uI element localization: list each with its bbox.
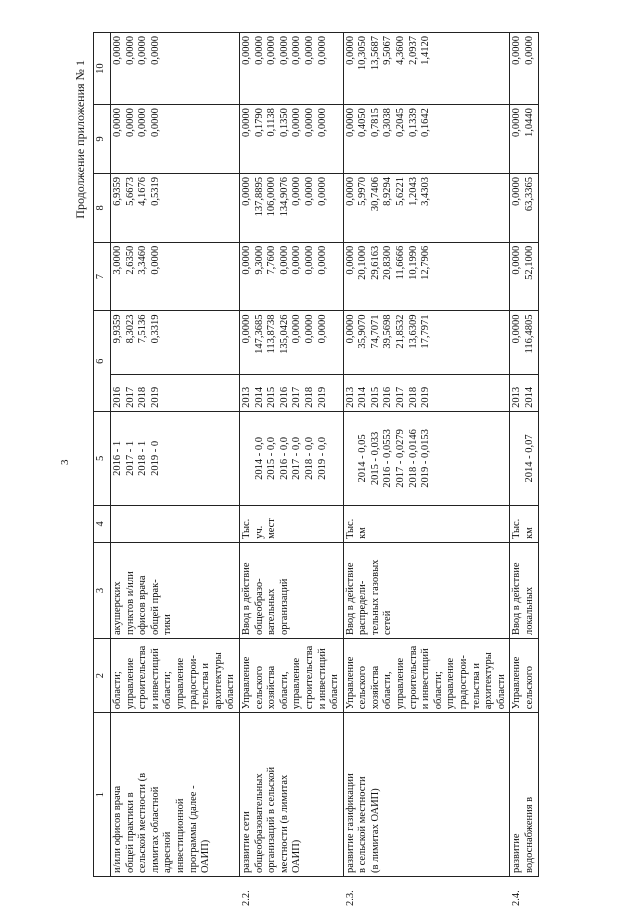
executor-cell-line: и инвестиций	[149, 648, 161, 710]
funding-col9-cell-line: 0,0000	[240, 108, 252, 138]
funding-col10-cell-line: 0,0000	[511, 36, 523, 65]
funding-col8-cell-line: 1,2043	[407, 176, 419, 206]
program-item-name-line: адресной	[162, 831, 174, 873]
year-cell-line: 2016	[278, 386, 290, 408]
funding-col10-cell	[510, 33, 538, 105]
year-cell-line: 2014	[524, 386, 535, 408]
funding-col7-cell-line: 0,0000	[511, 245, 523, 275]
target-values-cell-line: 2016 - 1	[112, 440, 123, 476]
funding-col10-cell-line: 4,3600	[395, 36, 407, 65]
executor-cell-line: тельства и	[200, 662, 212, 710]
executor-cell-line: Управление	[240, 656, 252, 710]
target-values-cell-line	[511, 415, 524, 502]
year-cell-line: 2018	[303, 386, 315, 408]
year-cell-line: 2018	[407, 386, 419, 408]
funding-col10-cell	[111, 33, 240, 105]
target-values-cell	[510, 411, 538, 505]
executor-cell	[343, 639, 510, 713]
column-header: 4	[94, 505, 111, 542]
total-funding-cell-line: 135,0426	[278, 314, 290, 354]
executor-cell-line: градострои-	[458, 655, 470, 710]
target-values-cell-line: 2015 - 0,033	[369, 431, 381, 486]
target-values-cell	[239, 411, 343, 505]
funding-col9-cell	[510, 105, 538, 174]
executor-cell-line: области;	[432, 671, 444, 710]
program-item-name-line: организаций в сельской	[266, 766, 278, 873]
funding-col10-cell-line: 0,0000	[524, 36, 535, 65]
executor-cell-line: сельского	[357, 665, 369, 710]
program-item-name-line: инвестиционной	[174, 798, 186, 873]
indicator-cell-line: организаций	[278, 578, 290, 635]
target-values-cell-line: 2014 - 0,07	[524, 434, 535, 483]
table-row	[510, 33, 538, 877]
executor-cell-line: архитектуры	[483, 652, 495, 710]
total-funding-cell-line: 74,7071	[369, 314, 381, 349]
funding-col7-cell-line: 7,7600	[266, 245, 278, 275]
unit-cell-line: км	[357, 527, 369, 539]
indicator-cell-line: локальных	[524, 586, 535, 635]
indicator-cell-line: распредели-	[357, 580, 369, 635]
funding-col8-cell-line: 106,0000	[266, 176, 278, 217]
year-cell-line: 2019	[149, 386, 161, 408]
column-header: 10	[94, 33, 111, 105]
funding-col10-cell-line: 0,0000	[240, 36, 252, 65]
executor-cell-line: области	[329, 674, 341, 710]
program-table	[93, 32, 539, 906]
year-cell-line: 2015	[369, 386, 381, 408]
funding-col8-cell-line: 63,3365	[524, 176, 535, 212]
funding-col7-cell-line: 3,0000	[112, 245, 123, 275]
total-funding-cell-line: 0,0000	[303, 314, 315, 344]
indicator-cell	[343, 542, 510, 638]
year-cell-line: 2013	[511, 386, 523, 408]
funding-col8-cell-line: 0,0000	[303, 176, 315, 206]
funding-col9-cell-line: 0,0000	[303, 108, 315, 138]
unit-cell-line: Тыс.	[240, 518, 252, 539]
funding-col8-cell-line: 3,4303	[420, 176, 432, 206]
year-cell-line: 2016	[382, 386, 394, 408]
funding-col8-cell-line: 0,0000	[344, 176, 356, 206]
total-funding-cell	[343, 311, 510, 374]
target-values-cell-line: 2017 - 1	[124, 440, 136, 476]
funding-col9-cell-line: 1,0440	[524, 108, 535, 138]
target-values-cell-line: 2019 - 0	[149, 440, 161, 476]
total-funding-cell	[111, 311, 240, 374]
total-funding-cell-line: 0,0000	[291, 314, 303, 344]
funding-col7-cell-line: 0,0000	[316, 245, 328, 275]
program-item-name-line: развитие сети	[240, 811, 252, 873]
funding-col7-cell-line: 9,3000	[253, 245, 265, 275]
executor-cell-line: тельства и	[470, 662, 482, 710]
target-values-cell-line: 2014 - 0,05	[357, 434, 369, 483]
total-funding-cell-line: 8,3023	[124, 314, 136, 344]
program-item-name-line: программы (далее -	[187, 785, 199, 873]
funding-col10-cell-line: 0,0000	[124, 36, 136, 65]
target-values-cell-line: 2018 - 1	[137, 440, 149, 476]
appendix-continuation-label: Продолжение приложения № 1	[73, 60, 87, 219]
executor-cell-line: хозяйства	[266, 665, 278, 710]
column-header: 9	[94, 105, 111, 174]
program-item-name-line: (в лимитах ОАИП)	[369, 788, 381, 873]
executor-cell-line: Управление	[511, 656, 523, 710]
column-header: 1	[94, 713, 111, 877]
funding-col10-cell-line: 0,0000	[149, 36, 161, 65]
funding-col8-cell-line: 0,0000	[291, 176, 303, 206]
funding-col7-cell	[510, 242, 538, 311]
indicator-cell-line: Ввод в действие	[511, 562, 523, 635]
executor-cell-line: хозяйства	[369, 665, 381, 710]
total-funding-cell-line: 0,3319	[149, 314, 161, 344]
executor-cell-line: управление	[124, 657, 136, 710]
target-values-cell-line: 2014 - 0,0	[253, 436, 265, 480]
funding-col9-cell-line: 0,1642	[420, 108, 432, 138]
total-funding-cell	[239, 311, 343, 374]
funding-col8-cell-line: 0,0000	[511, 176, 523, 206]
funding-col9-cell-line: 0,7815	[369, 108, 381, 138]
unit-cell	[111, 505, 240, 542]
program-item-name-line: водоснабжения в	[524, 796, 535, 873]
total-funding-cell-line: 0,0000	[511, 314, 523, 344]
funding-col7-cell-line: 3,3460	[137, 245, 149, 275]
indicator-cell-line: Ввод в действие	[344, 562, 356, 635]
funding-col7-cell	[343, 242, 510, 311]
funding-col8-cell	[111, 173, 240, 242]
funding-col8-cell-line: 30,7406	[369, 176, 381, 212]
executor-cell	[111, 639, 240, 713]
funding-col9-cell-line: 0,0000	[511, 108, 523, 138]
table-row	[343, 33, 510, 877]
target-values-cell-line: 2018 - 0,0	[303, 436, 315, 480]
funding-col10-cell-line: 0,0000	[266, 36, 278, 65]
unit-cell-line: км	[524, 527, 535, 539]
funding-col7-cell-line: 0,0000	[240, 245, 252, 275]
funding-col8-cell	[343, 173, 510, 242]
funding-col7-cell-line: 0,0000	[303, 245, 315, 275]
funding-col9-cell-line: 0,3038	[382, 108, 394, 138]
executor-cell-line: архитектуры	[212, 652, 224, 710]
target-values-cell-line: 2016 - 0,0	[278, 436, 290, 480]
year-cell-line: 2014	[357, 386, 369, 408]
year-cell-line: 2015	[266, 386, 278, 408]
funding-col7-cell-line: 11,6666	[395, 245, 407, 280]
funding-col7-cell-line: 0,0000	[278, 245, 290, 275]
executor-cell-line: управление	[174, 657, 186, 710]
indicator-cell-line: тики	[162, 614, 174, 635]
funding-col8-cell-line: 0,0000	[240, 176, 252, 206]
funding-col10-cell-line: 9,5067	[382, 36, 394, 65]
indicator-cell-line: Ввод в действие	[240, 562, 252, 635]
funding-col9-cell	[239, 105, 343, 174]
funding-col10-cell	[239, 33, 343, 105]
executor-cell-line: Управление	[344, 656, 356, 710]
column-header: 7	[94, 242, 111, 311]
funding-col9-cell-line: 0,1138	[266, 108, 278, 137]
total-funding-cell-line: 0,0000	[344, 314, 356, 344]
funding-col7-cell-line: 52,1000	[524, 245, 535, 280]
year-cell	[239, 374, 343, 411]
target-values-cell	[111, 411, 240, 505]
program-item-name-line: и/или офисов врача	[112, 785, 123, 873]
total-funding-cell-line: 35,9070	[357, 314, 369, 349]
funding-col8-cell-line: 5,6221	[395, 176, 407, 206]
column-header: 6	[94, 311, 111, 411]
table-body	[111, 33, 539, 906]
funding-col10-cell-line: 2,0937	[407, 36, 419, 65]
total-funding-cell	[510, 311, 538, 374]
executor-cell-line: сельского	[253, 665, 265, 710]
funding-col7-cell-line: 29,6163	[369, 245, 381, 280]
indicator-cell-line: вательных	[266, 588, 278, 635]
unit-cell	[343, 505, 510, 542]
program-item-name	[111, 713, 240, 877]
funding-col9-cell	[111, 105, 240, 174]
target-values-cell-line: 2016 - 0,0553	[382, 429, 394, 488]
executor-cell-line: строительства	[137, 645, 149, 710]
funding-col7-cell-line: 10,1990	[407, 245, 419, 280]
target-values-cell-line: 2015 - 0,0	[266, 436, 278, 480]
executor-cell-line: управление	[395, 657, 407, 710]
program-item-name-line: ОАИП)	[200, 839, 212, 873]
funding-col7-cell	[111, 242, 240, 311]
funding-col8-cell-line: 5,9970	[357, 176, 369, 206]
program-item-name-line: сельской местности (в	[137, 772, 149, 873]
total-funding-cell-line: 13,6309	[407, 314, 419, 349]
funding-col9-cell-line: 0,0000	[344, 108, 356, 138]
funding-col8-cell-line: 134,9076	[278, 176, 290, 217]
executor-cell-line: строительства	[303, 645, 315, 710]
funding-col10-cell-line: 0,0000	[316, 36, 328, 65]
indicator-cell-line: офисов врача	[137, 575, 149, 635]
program-item-name-line: общей практики в	[124, 792, 136, 873]
funding-col7-cell	[239, 242, 343, 311]
executor-cell-line: управление	[291, 657, 303, 710]
funding-col10-cell-line: 0,0000	[303, 36, 315, 65]
indicator-cell	[111, 542, 240, 638]
funding-col8-cell-line: 8,9294	[382, 176, 394, 206]
funding-col7-cell-line: 2,6350	[124, 245, 136, 275]
year-cell-line: 2013	[240, 386, 252, 408]
total-funding-cell-line: 21,8532	[395, 314, 407, 349]
year-cell-line: 2013	[344, 386, 356, 408]
funding-col7-cell-line: 20,8300	[382, 245, 394, 280]
funding-col10-cell-line: 0,0000	[291, 36, 303, 65]
program-item-name-line: лимитах областной	[149, 786, 161, 873]
target-values-cell-line: 2019 - 0,0	[316, 436, 328, 480]
year-cell-line: 2018	[137, 386, 149, 408]
executor-cell-line: области	[495, 674, 507, 710]
total-funding-cell-line: 116,4805	[524, 314, 535, 354]
unit-cell-line: Тыс.	[511, 518, 523, 539]
funding-col7-cell-line: 0,0000	[344, 245, 356, 275]
funding-col9-cell-line: 0,2045	[395, 108, 407, 138]
executor-cell-line: управление	[445, 657, 457, 710]
year-cell-line: 2014	[253, 386, 265, 408]
unit-cell-line: уч.	[253, 525, 265, 539]
program-item-name-line: ОАИП)	[291, 839, 303, 873]
executor-cell-line: области;	[162, 671, 174, 710]
executor-cell-line: области,	[382, 671, 394, 710]
program-item-name-line: в сельской местности	[357, 776, 369, 873]
funding-col7-cell-line: 12,7906	[420, 245, 432, 280]
year-cell-line: 2017	[291, 386, 303, 408]
indicator-cell-line: сетей	[382, 610, 394, 635]
funding-col7-cell-line: 0,0000	[149, 245, 161, 275]
funding-col8-cell	[239, 173, 343, 242]
table-row	[239, 33, 343, 877]
total-funding-cell-line: 9,9359	[112, 314, 123, 344]
total-funding-cell-line: 147,3685	[253, 314, 265, 354]
program-item-name-line: развитие газификации	[344, 773, 356, 873]
year-cell	[510, 374, 538, 411]
total-funding-cell-line: 0,0000	[240, 314, 252, 344]
funding-col10-cell-line: 0,0000	[344, 36, 356, 65]
funding-col8-cell-line: 0,5319	[149, 176, 161, 206]
rotated-page	[55, 0, 635, 905]
executor-cell-line: градострои-	[187, 655, 199, 710]
indicator-cell	[239, 542, 343, 638]
program-item-name	[343, 713, 510, 906]
target-values-cell-line: 2018 - 0,0146	[407, 429, 419, 488]
funding-col10-cell-line: 10,3050	[357, 36, 369, 71]
funding-col9-cell-line: 0,0000	[149, 108, 161, 138]
funding-col9-cell-line: 0,0000	[124, 108, 136, 138]
funding-col10-cell-line: 0,0000	[137, 36, 149, 65]
total-funding-cell-line: 7,5136	[137, 314, 149, 344]
column-header: 2	[94, 639, 111, 713]
funding-col9-cell-line: 0,0000	[137, 108, 149, 138]
total-funding-cell-line: 113,8738	[266, 314, 278, 354]
year-cell	[111, 374, 240, 411]
table-row	[111, 33, 240, 877]
unit-cell	[510, 505, 538, 542]
indicator-cell-line: пунктов и/или	[124, 571, 136, 635]
year-cell-line: 2016	[112, 386, 123, 408]
funding-col10-cell-line: 1,4120	[420, 36, 432, 65]
row-number: 2.2.	[240, 890, 252, 906]
executor-cell-line: области	[225, 674, 237, 710]
unit-cell-line: мест	[266, 518, 278, 539]
funding-col10-cell-line: 0,0000	[253, 36, 265, 65]
target-values-cell-line: 2017 - 0,0	[291, 436, 303, 480]
target-values-cell-line: 2017 - 0,0279	[395, 429, 407, 488]
executor-cell-line: области,	[278, 671, 290, 710]
program-item-name-line: общеобразовательных	[253, 773, 265, 873]
year-cell-line: 2017	[395, 386, 407, 408]
total-funding-cell-line: 0,0000	[316, 314, 328, 344]
year-cell-line: 2019	[316, 386, 328, 408]
indicator-cell	[510, 542, 538, 638]
funding-col10-cell-line: 0,0000	[278, 36, 290, 65]
target-values-cell	[343, 411, 510, 505]
funding-col8-cell-line: 6,9359	[112, 176, 123, 206]
funding-col9-cell-line: 0,4050	[357, 108, 369, 138]
funding-col9-cell	[343, 105, 510, 174]
funding-col8-cell	[510, 173, 538, 242]
year-cell	[343, 374, 510, 411]
executor-cell-line: строительства	[407, 645, 419, 710]
table-header	[94, 33, 111, 877]
column-header: 3	[94, 542, 111, 638]
executor-cell-line: сельского	[524, 665, 535, 710]
indicator-cell-line: акушерских	[112, 581, 123, 635]
total-funding-cell-line: 39,5698	[382, 314, 394, 349]
funding-col7-cell-line: 20,1000	[357, 245, 369, 280]
funding-col8-cell-line: 0,0000	[316, 176, 328, 206]
indicator-cell-line: тельных газовых	[369, 559, 381, 635]
row-number: 2.4.	[511, 890, 523, 906]
funding-col8-cell-line: 5,6673	[124, 176, 136, 206]
executor-cell-line: и инвестиций	[316, 648, 328, 710]
program-item-name-line: местности (в лимитах	[278, 774, 290, 873]
funding-col8-cell-line: 4,1676	[137, 176, 149, 206]
executor-cell	[510, 639, 538, 713]
funding-col9-cell-line: 0,0000	[291, 108, 303, 138]
indicator-cell-line: общей прак-	[149, 579, 161, 635]
year-cell-line: 2017	[124, 386, 136, 408]
indicator-cell-line: общеобразо-	[253, 578, 265, 635]
executor-cell	[239, 639, 343, 713]
unit-cell-line: Тыс.	[344, 518, 356, 539]
funding-col9-cell-line: 0,1790	[253, 108, 265, 138]
column-header: 8	[94, 173, 111, 242]
funding-col10-cell-line: 0,0000	[112, 36, 123, 65]
row-number: 2.3.	[344, 890, 356, 906]
column-header: 5	[94, 411, 111, 505]
funding-col9-cell-line: 0,1339	[407, 108, 419, 138]
funding-col10-cell-line: 13,5687	[369, 36, 381, 71]
program-item-name-line: развитие	[511, 833, 523, 873]
program-item-name	[510, 713, 538, 906]
executor-cell-line: области;	[112, 671, 123, 710]
unit-cell	[239, 505, 343, 542]
year-cell-line: 2019	[420, 386, 432, 408]
funding-col9-cell-line: 0,0000	[112, 108, 123, 138]
funding-col9-cell-line: 0,0000	[316, 108, 328, 138]
funding-col9-cell-line: 0,1350	[278, 108, 290, 138]
page-number: 3	[59, 459, 71, 465]
program-item-name	[239, 713, 343, 906]
funding-col7-cell-line: 0,0000	[291, 245, 303, 275]
total-funding-cell-line: 17,7971	[420, 314, 432, 349]
target-values-cell-line: 2019 - 0,0153	[420, 429, 432, 488]
funding-col10-cell	[343, 33, 510, 105]
funding-col8-cell-line: 137,8895	[253, 176, 265, 217]
executor-cell-line: и инвестиций	[420, 648, 432, 710]
